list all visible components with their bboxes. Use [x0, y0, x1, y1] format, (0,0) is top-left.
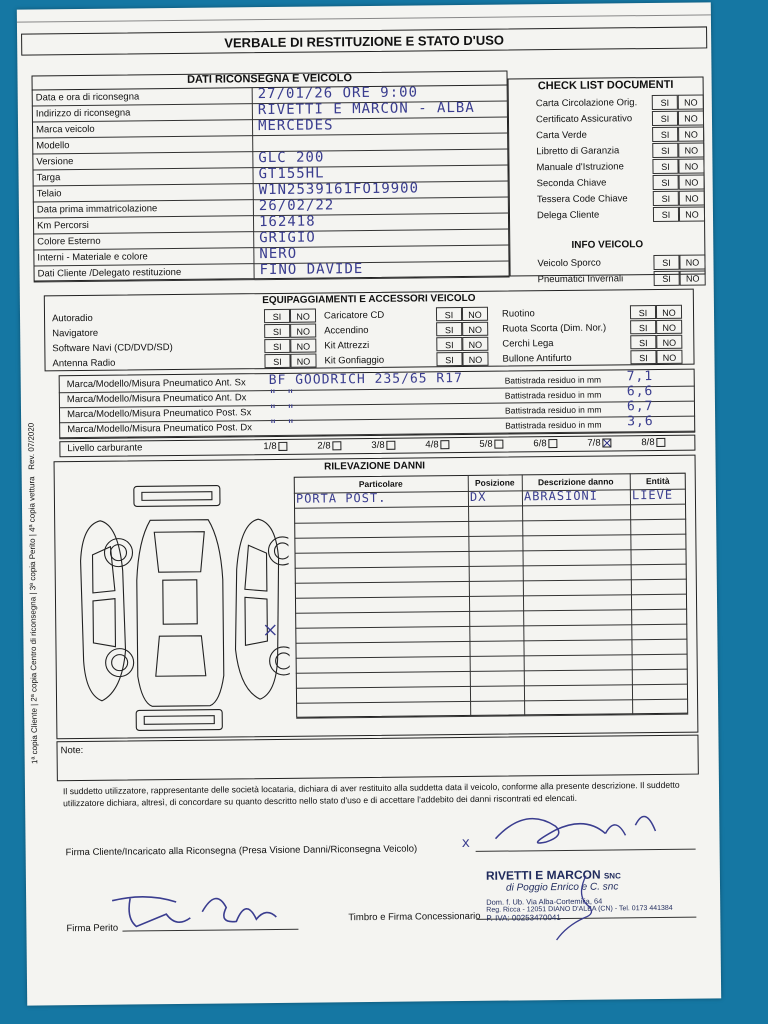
checklist-si-box: SI [652, 95, 678, 110]
vehicle-field-value: GT155HL [258, 165, 325, 183]
fuel-level-checkbox [549, 439, 558, 448]
equipment-si-box: SI [436, 307, 462, 321]
equipment-no-box: NO [656, 350, 682, 364]
vehicle-field-label: Interni - Materiale e colore [37, 251, 148, 264]
checklist-item-label: Carta Circolazione Orig. [535, 97, 638, 110]
checklist-si-box: SI [653, 207, 679, 222]
stamp-suffix: SNC [603, 871, 621, 881]
equipment-si-box: SI [264, 309, 290, 323]
equipment-item-label: Antenna Radio [52, 357, 116, 370]
equipment-no-box: NO [462, 322, 488, 336]
tread-label: Battistrada residuo in mm [504, 374, 602, 386]
equipment-no-box: NO [656, 305, 682, 319]
equipment-si-box: SI [630, 335, 656, 349]
checklist-item-label: Manuale d'Istruzione [536, 161, 624, 174]
equipment-no-box: NO [656, 320, 682, 334]
equipment-si-box: SI [436, 337, 462, 351]
equipment-item-label: Software Navi (CD/DVD/SD) [52, 342, 173, 355]
checklist-si-box: SI [652, 159, 678, 174]
checklist-no-box: NO [679, 190, 705, 205]
fuel-level-label: 6/8 [533, 438, 547, 450]
stamp-line3: Dom. f. Ub. Via Alba-Cortemilia, 64 [486, 896, 603, 907]
equipment-no-box: NO [656, 335, 682, 349]
fuel-level-option [263, 441, 287, 452]
client-signature-label: Firma Cliente/Incaricato alla Riconsegna (Presa Visione Danni/Riconsegna Veicolo) [65, 843, 418, 859]
vehicle-field-value: 27/01/26 ORE 9:00 [257, 84, 419, 103]
equipment-item-label: Accendino [324, 324, 369, 337]
vehicle-field-value: NERO [259, 245, 298, 263]
tire-value: BF GOODRICH 235/65 R17 [268, 371, 463, 389]
fuel-level-checkbox [333, 441, 342, 450]
fuel-level-option [425, 439, 449, 450]
equipment-si-box: SI [264, 354, 290, 368]
equipment-no-box: NO [462, 307, 488, 321]
vehicle-field-label: Data prima immatricolazione [36, 203, 158, 216]
damage-column-header: Entità [645, 475, 670, 487]
sidebar-copy-text [26, 422, 40, 765]
info-vehicle-title: INFO VEICOLO [571, 239, 644, 251]
tire-value: " " [269, 417, 296, 434]
tire-label: Marca/Modello/Misura Pneumatico Post. Sx [66, 407, 252, 421]
damage-column-header: Particolare [358, 478, 403, 490]
info-si-box: SI [654, 271, 680, 286]
equipment-no-box: NO [290, 354, 316, 368]
client-signature [485, 795, 686, 857]
expert-signature-label: Firma Perito [66, 922, 119, 935]
vehicle-field-value: 26/02/22 [258, 197, 335, 215]
vehicle-field-value: GLC 200 [258, 149, 325, 167]
checklist-title: CHECK LIST DOCUMENTI [537, 78, 674, 93]
vehicle-field-label: Km Percorsi [37, 219, 89, 232]
form-code: Rev. 07/2020 [26, 422, 37, 470]
fuel-level-option [641, 437, 665, 448]
checklist-item-label: Tessera Code Chiave [536, 193, 628, 206]
info-no-box: NO [679, 254, 705, 269]
vehicle-field-label: Telaio [36, 188, 62, 200]
equipment-item-label: Autoradio [51, 312, 93, 325]
equipment-item-label: Navigatore [52, 327, 99, 340]
tread-value: 3,6 [627, 414, 654, 430]
equipment-si-box: SI [630, 320, 656, 334]
page-title: VERBALE DI RESTITUZIONE E STATO D'USO [224, 32, 505, 51]
damage-cell: DX [469, 489, 487, 504]
damage-column-header: Descrizione danno [537, 476, 614, 488]
tread-label: Battistrada residuo in mm [505, 419, 602, 431]
vehicle-field-label: Indirizzo di riconsegna [35, 107, 131, 120]
equipment-no-box: NO [462, 337, 488, 351]
vehicle-field-label: Modello [36, 140, 70, 152]
vehicle-field-label: Marca veicolo [36, 123, 95, 136]
note-label: Note: [60, 745, 84, 757]
info-si-box: SI [653, 255, 679, 270]
checklist-no-box: NO [679, 206, 705, 221]
dealer-signature-label: Timbro e Firma Concessionario [348, 910, 481, 924]
equipment-si-box: SI [436, 322, 462, 336]
equipment-no-box: NO [290, 324, 316, 338]
tread-value: 7,1 [626, 369, 654, 385]
equipment-si-box: SI [264, 324, 290, 338]
fuel-level-option [479, 439, 503, 450]
sidebar-copy-label: 1ª copia Cliente | 2ª copia Centro di riconsegna | 3ª copia Perito | 4ª copia vettura [27, 476, 40, 765]
damage-cell: ABRASIONI [523, 488, 599, 504]
fuel-level-checkbox [495, 440, 504, 449]
checklist-item-label: Delega Cliente [536, 209, 600, 222]
fuel-level-checkbox [441, 440, 450, 449]
checklist-si-box: SI [652, 127, 678, 142]
vehicle-field-label: Versione [36, 156, 74, 168]
vehicle-field-value: MERCEDES [257, 117, 334, 135]
tire-value: " " [268, 387, 296, 404]
tread-value: 6,7 [626, 399, 654, 415]
checklist-item-label: Certificato Assicurativo [535, 113, 633, 126]
equipment-no-box: NO [290, 309, 316, 323]
note-box [56, 735, 698, 782]
equipment-si-box: SI [630, 350, 656, 364]
equipment-si-box: SI [436, 352, 462, 366]
tire-label: Marca/Modello/Misura Pneumatico Ant. Sx [66, 377, 246, 391]
vehicle-field-value: W1N2539161FO19900 [258, 180, 420, 199]
equipment-item-label: Kit Attrezzi [324, 339, 370, 352]
fuel-level-checkbox [279, 442, 288, 451]
fuel-level-checkbox [387, 441, 396, 450]
checklist-no-box: NO [678, 158, 704, 173]
damage-cell: LIEVE [631, 487, 674, 503]
tire-value: " " [268, 402, 296, 419]
vehicle-field-label: Colore Esterno [37, 235, 101, 248]
checklist-si-box: SI [653, 191, 679, 206]
checklist-no-box: NO [678, 110, 704, 125]
vehicle-field-value: 162418 [258, 213, 316, 231]
fuel-level-option [317, 440, 341, 451]
damage-title: RILEVAZIONE DANNI [324, 460, 426, 473]
tread-label: Battistrada residuo in mm [504, 404, 602, 416]
checklist-item-label: Libretto di Garanzia [536, 145, 620, 158]
checklist-item-label: Carta Verde [536, 129, 587, 142]
fuel-level-label: 2/8 [317, 440, 331, 452]
checklist-no-box: NO [678, 126, 704, 141]
checklist-si-box: SI [652, 111, 678, 126]
fuel-level-label: 3/8 [371, 439, 385, 451]
document-sheet [17, 2, 721, 1005]
equipment-si-box: SI [630, 305, 656, 319]
tread-value: 6,6 [626, 384, 654, 400]
checklist-si-box: SI [652, 143, 678, 158]
vehicle-field-value: RIVETTI E MARCON - ALBA [257, 99, 475, 119]
fuel-level-label: 7/8 [587, 437, 601, 449]
equipment-item-label: Ruota Scorta (Dim. Nor.) [502, 322, 607, 335]
declaration-text: Il suddetto utilizzatore, rappresentante delle società locataria, dichiara di aver restituito alla suddetta data il veicolo, conforme alla presente descrizione. Il suddetto utilizzatore dichiara, altresì, di concordare su quanto descritto nello stato d'uso e di accettare l'addebito dei danni riscontrati ed elencati. [62, 779, 680, 809]
checklist-no-box: NO [678, 94, 704, 109]
fuel-level-label: 1/8 [263, 440, 277, 453]
tire-label: Marca/Modello/Misura Pneumatico Ant. Dx [66, 392, 247, 406]
vehicle-field-label: Dati Cliente /Delegato restituzione [37, 266, 182, 280]
equipment-item-label: Caricatore CD [323, 309, 385, 322]
vehicle-field-value: FINO DAVIDE [259, 261, 364, 279]
fuel-level-checkbox [657, 438, 666, 447]
equipment-no-box: NO [462, 352, 488, 366]
stamp-line4: Reg. Ricca - 12051 DIANO D'ALBA (CN) - Tel. 0173 441384 [486, 904, 673, 914]
equipment-title: EQUIPAGGIAMENTI E ACCESSORI VEICOLO [262, 292, 476, 307]
equipment-item-label: Bullone Antifurto [502, 352, 572, 365]
stamp-line2: di Poggio Enrico e C. snc [505, 881, 619, 894]
vehicle-field-value: GRIGIO [259, 229, 316, 247]
fuel-level-option [587, 437, 611, 448]
info-item-label: Pneumatici Invernali [537, 273, 624, 286]
stamp-company: RIVETTI E MARCON [485, 867, 601, 883]
tire-label: Marca/Modello/Misura Pneumatico Post. Dx [67, 422, 253, 436]
vehicle-field-label: Targa [36, 172, 61, 184]
equipment-item-label: Cerchi Lega [502, 338, 554, 350]
fuel-level-label: 8/8 [641, 437, 655, 449]
car-damage-diagram [70, 479, 291, 737]
tread-label: Battistrada residuo in mm [504, 389, 602, 401]
checklist-si-box: SI [653, 175, 679, 190]
stamp-vat: P. IVA: 00253470041 [486, 913, 561, 923]
checklist-no-box: NO [679, 174, 705, 189]
expert-signature [106, 877, 287, 939]
equipment-item-label: Ruotino [501, 308, 535, 320]
fuel-level-option [371, 440, 395, 451]
fuel-label: Livello carburante [67, 442, 143, 455]
fuel-level-checkbox [603, 438, 612, 447]
equipment-no-box: NO [290, 339, 316, 353]
checklist-no-box: NO [678, 142, 704, 157]
fuel-level-label: 5/8 [479, 438, 493, 450]
damage-column-header: Posizione [474, 477, 515, 488]
info-no-box: NO [680, 270, 706, 285]
client-signature-mark: x [461, 834, 472, 852]
fuel-level-option [533, 438, 557, 449]
damage-cell: PORTA POST. [295, 490, 387, 506]
equipment-si-box: SI [264, 339, 290, 353]
vehicle-field-label: Data e ora di riconsegna [35, 91, 140, 104]
equipment-item-label: Kit Gonfiaggio [324, 354, 385, 367]
fuel-level-label: 4/8 [425, 439, 439, 451]
checklist-item-label: Seconda Chiave [536, 177, 607, 190]
vehicle-section-title: DATI RICONSEGNA E VEICOLO [31, 71, 507, 91]
info-item-label: Veicolo Sporco [537, 257, 601, 270]
dealer-signature [536, 865, 627, 946]
